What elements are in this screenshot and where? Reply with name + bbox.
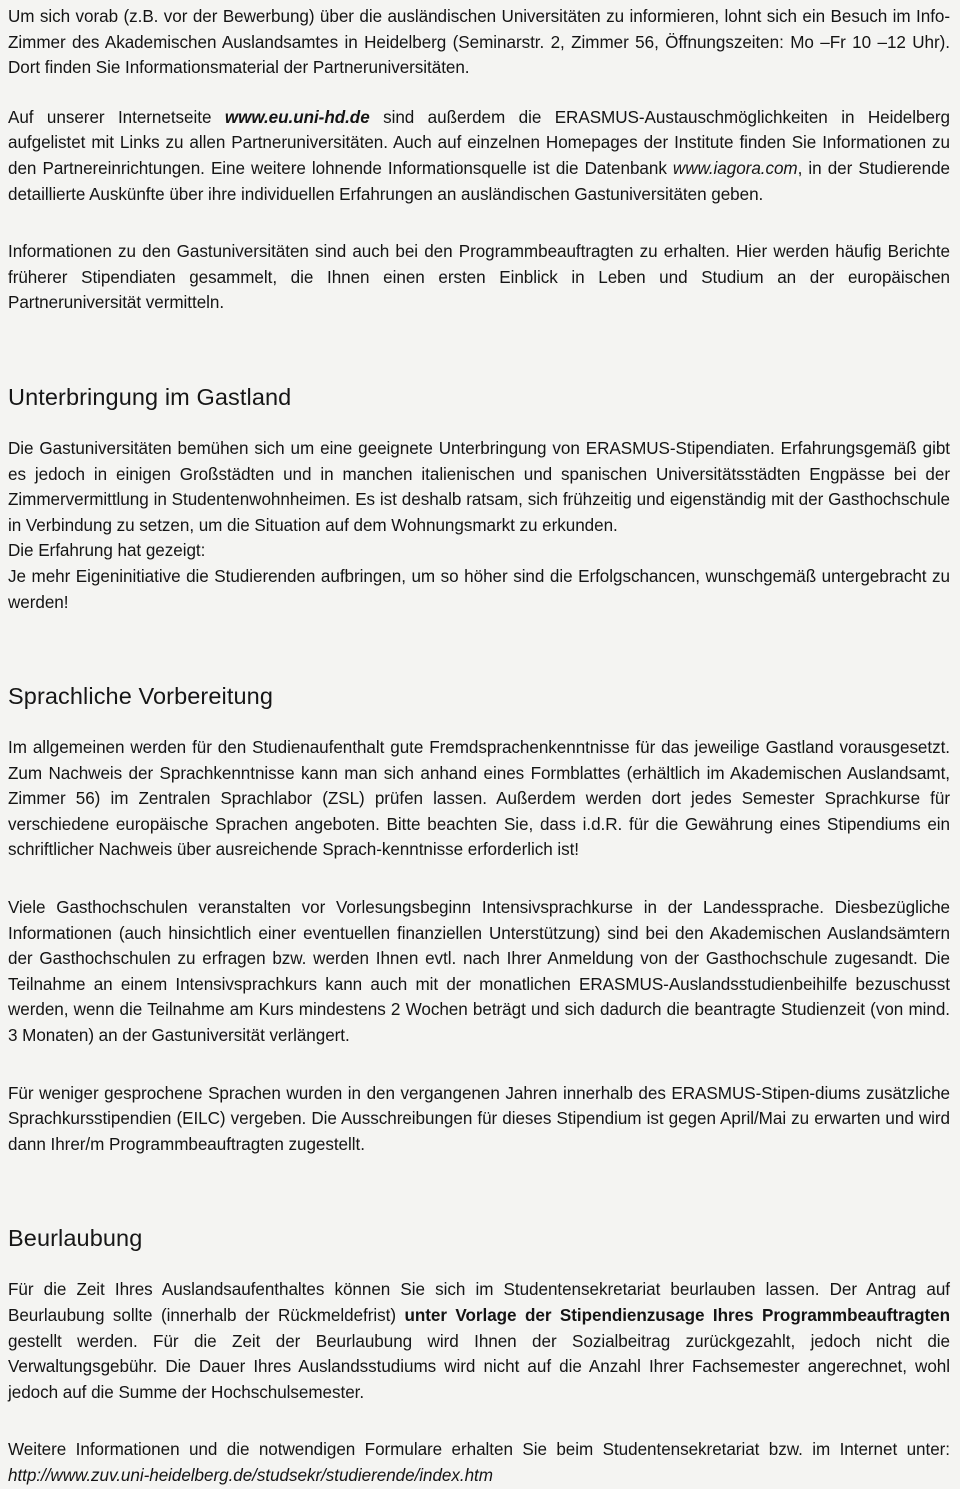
paragraph-weitere-informationen-text: Weitere Informationen und die notwendigen Formulare erhalten Sie beim Studentensekretariat bzw. im Internet unter: [8, 1440, 950, 1460]
spacer [8, 711, 950, 735]
paragraph-internetseite [8, 105, 950, 207]
spacer [8, 1405, 950, 1437]
spacer [8, 1049, 950, 1081]
spacer [8, 615, 950, 681]
paragraph-erfahrung-intro: Die Erfahrung hat gezeigt: [8, 541, 206, 561]
paragraph-beurlaubung-text-b: gestellt werden. Für die Zeit der Beurlaubung wird Ihnen der Sozialbeitrag zurückgezahlt, jedoch nicht die Verwaltungsgebühr. Die Dauer Ihres Auslandsstudiums wird nicht auf die Anzahl Ihrer Fachsemester angerechnet, wohl jedoch auf die Summe der Hochschulsemester. [8, 1331, 950, 1402]
heading-sprachliche-vorbereitung: Sprachliche Vorbereitung [8, 683, 273, 710]
link-eu-uni-hd[interactable]: www.eu.uni-hd.de [224, 107, 370, 127]
paragraph-beurlaubung-text-a: Für die Zeit Ihres Auslandsaufenthaltes können Sie sich im Studentensekretariat beurlauben lassen. Der Antrag auf Beurlaubung sollte (innerhalb der Rückmeldefrist) [8, 1280, 950, 1325]
spacer [8, 207, 950, 239]
link-iagora[interactable]: www.iagora.com [672, 158, 798, 178]
paragraph-info-zimmer: Um sich vorab (z.B. vor der Bewerbung) über die ausländischen Universitäten zu informieren, lohnt sich ein Besuch im Info-Zimmer des Akademischen Auslandsamtes in Heidelberg (Seminarstr. 2, Zimmer 56, Öffnungszeiten: Mo –Fr 10 –12 Uhr). Dort finden Sie Informationsmaterial der Partneruniversitäten. [8, 7, 950, 78]
paragraph-eilc: Für weniger gesprochene Sprachen wurden in den vergangenen Jahren innerhalb des ERASMUS-Stipen-diums zusätzliche Sprachkursstipendien (EILC) vergeben. Die Ausschreibungen für dieses Stipendium ist gegen April/Mai zu erwarten und wird dann Ihrer/m Programmbeauftragten zugestellt. [8, 1083, 950, 1154]
heading-unterbringung-im-gastland: Unterbringung im Gastland [8, 383, 292, 410]
spacer [8, 81, 950, 105]
paragraph-sprachkenntnisse: Im allgemeinen werden für den Studienaufenthalt gute Fremdsprachenkenntnisse für das jeweilige Gastland vorausgesetzt. Zum Nachweis der Sprachkenntnisse kann man sich anhand eines Formblattes (erhältlich im Akademischen Auslandsamt, Zimmer 56) im Zentralen Sprachlabor (ZSL) prüfen lassen. Außerdem werden dort jedes Semester Sprachkurse für verschiedene europäische Sprachen angeboten. Bitte beachten Sie, dass i.d.R. für die Gewährung eines Stipendiums ein schriftlicher Nachweis über ausreichende Sprach-kenntnisse erforderlich ist! [8, 738, 950, 860]
spacer [8, 316, 950, 382]
spacer [8, 1253, 950, 1277]
link-studsekr-url[interactable]: http://www.zuv.uni-heidelberg.de/studsekr/studierende/index.htm [8, 1465, 493, 1485]
paragraph-beurlaubung-emphasis: unter Vorlage der Stipendienzusage Ihres Programmbeauftragten [404, 1306, 950, 1325]
spacer [8, 412, 950, 436]
paragraph-weitere-informationen [8, 1437, 950, 1488]
spacer [8, 1157, 950, 1223]
paragraph-eigeninitiative: Je mehr Eigeninitiative die Studierenden aufbringen, um so höher sind die Erfolgschancen, wunschgemäß untergebracht zu werden! [8, 566, 950, 612]
paragraph-unterbringung: Die Gastuniversitäten bemühen sich um eine geeignete Unterbringung von ERASMUS-Stipendiaten. Erfahrungsgemäß gibt es jedoch in einigen Großstädten und in manchen italienischen und spanischen Universitätsstädten Engpässe bei der Zimmervermittlung in Studentenwohnheimen. Es ist deshalb ratsam, sich frühzeitig und eigenständig mit der Gasthochschule in Verbindung zu setzen, um die Situation auf dem Wohnungsmarkt zu erkunden. [8, 438, 950, 535]
paragraph-internetseite-text-c: , in der Studierende detaillierte Auskünfte über ihre individuellen Erfahrungen an ausländischen Gastuniversitäten geben. [8, 158, 950, 204]
paragraph-internetseite-text-a: Auf unserer Internetseite [8, 107, 225, 127]
paragraph-beurlaubung [8, 1277, 950, 1405]
paragraph-internetseite-text-b: sind außerdem die ERASMUS-Austauschmöglichkeiten in Heidelberg aufgelistet mit Links zu allen Partneruniversitäten. Auch auf einzelnen Homepages der Institute finden Sie Informationen zu den Partnereinrichtungen. Eine weitere lohnende Informationsquelle ist die Datenbank [8, 107, 951, 178]
spacer [8, 863, 950, 895]
heading-beurlaubung: Beurlaubung [8, 1225, 143, 1252]
paragraph-intensivsprachkurse: Viele Gasthochschulen veranstalten vor Vorlesungsbeginn Intensivsprachkurse in der Landessprache. Diesbezügliche Informationen (auch hinsichtlich einer eventuellen finanziellen Unterstützung) sind bei den Akademischen Auslandsämtern der Gasthochschulen zu erfragen bzw. werden Ihnen evtl. nach Ihrer Anmeldung von der Gasthochschule zugesandt. Die Teilnahme an einem Intensivsprachkurs kann auch mit der monatlichen ERASMUS-Auslandsstudienbeihilfe bezuschusst werden, wenn die Teilnahme am Kurs mindestens 2 Wochen beträgt und sich dadurch die beantragte Studienzeit (von mind. 3 Monaten) an der Gastuniversität verlängert. [8, 898, 950, 1046]
paragraph-programmbeauftragte: Informationen zu den Gastuniversitäten sind auch bei den Programmbeauftragten zu erhalten. Hier werden häufig Berichte früherer Stipendiaten gesammelt, die Ihnen einen ersten Einblick in Leben und Studium an der europäischen Partneruniversität vermitteln. [8, 242, 950, 313]
